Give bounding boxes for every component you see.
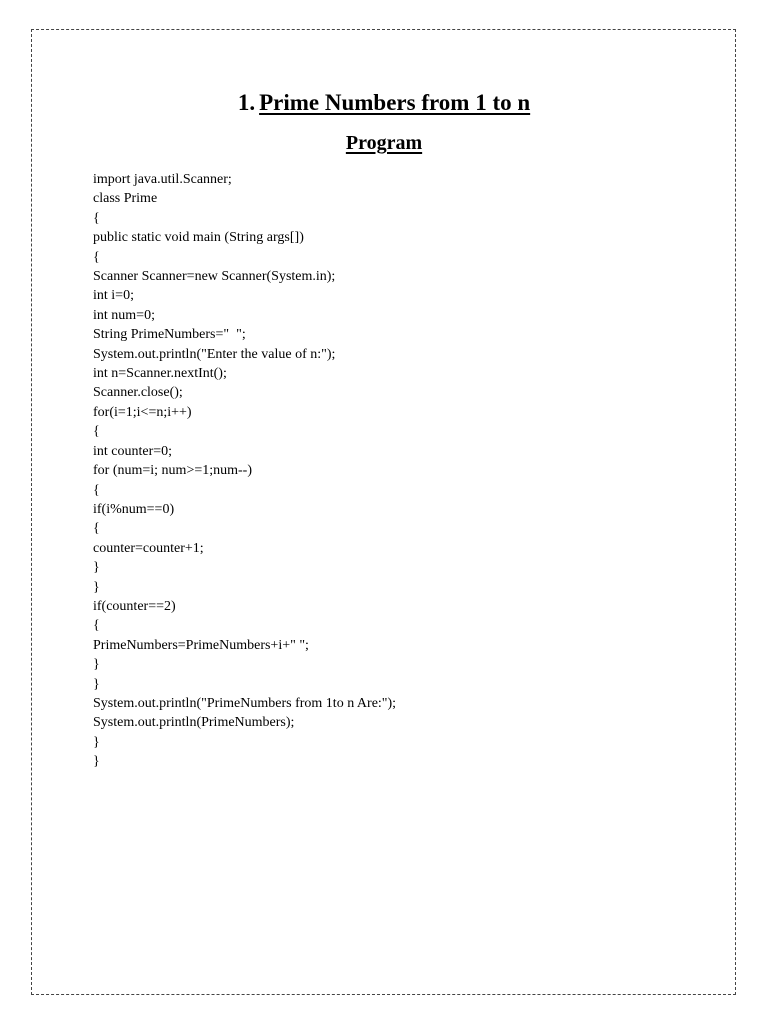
code-line: System.out.println("PrimeNumbers from 1to n Are:");: [93, 695, 397, 711]
code-line: {: [93, 249, 100, 265]
code-line: for(i=1;i<=n;i++): [93, 404, 192, 420]
code-line: Scanner Scanner=new Scanner(System.in);: [93, 269, 336, 285]
code-line: for (num=i; num>=1;num--): [93, 463, 252, 479]
code-line: }: [93, 676, 100, 692]
code-line: {: [93, 210, 100, 226]
section-subheading: Program: [345, 132, 423, 154]
code-line: }: [93, 754, 100, 770]
code-line: {: [93, 424, 100, 440]
code-line: PrimeNumbers=PrimeNumbers+i+" ";: [93, 637, 309, 653]
heading-title: Prime Numbers from 1 to n: [259, 90, 531, 115]
code-line: int i=0;: [93, 288, 134, 304]
code-line: }: [93, 560, 100, 576]
code-line: int n=Scanner.nextInt();: [93, 366, 227, 382]
code-line: }: [93, 579, 100, 595]
code-line: {: [93, 521, 100, 537]
code-line: int counter=0;: [93, 443, 173, 459]
code-line: }: [93, 734, 100, 750]
code-line: class Prime: [93, 191, 158, 207]
code-line: {: [93, 482, 100, 498]
code-line: {: [93, 618, 100, 634]
code-line: System.out.println("Enter the value of n:");: [93, 346, 336, 362]
code-line: if(counter==2): [93, 598, 176, 614]
code-line: import java.util.Scanner;: [93, 172, 232, 187]
code-line: int num=0;: [93, 307, 155, 323]
code-line: counter=counter+1;: [93, 540, 204, 556]
heading-number: 1.: [237, 90, 256, 115]
code-listing: [93, 170, 396, 772]
code-line: Scanner.close();: [93, 385, 183, 401]
code-line: public static void main (String args[]): [93, 230, 304, 246]
code-line: if(i%num==0): [93, 501, 175, 517]
code-line: }: [93, 657, 100, 673]
code-line: String PrimeNumbers=" ";: [93, 327, 246, 343]
page-title: [0, 88, 768, 118]
code-line: System.out.println(PrimeNumbers);: [93, 715, 295, 731]
